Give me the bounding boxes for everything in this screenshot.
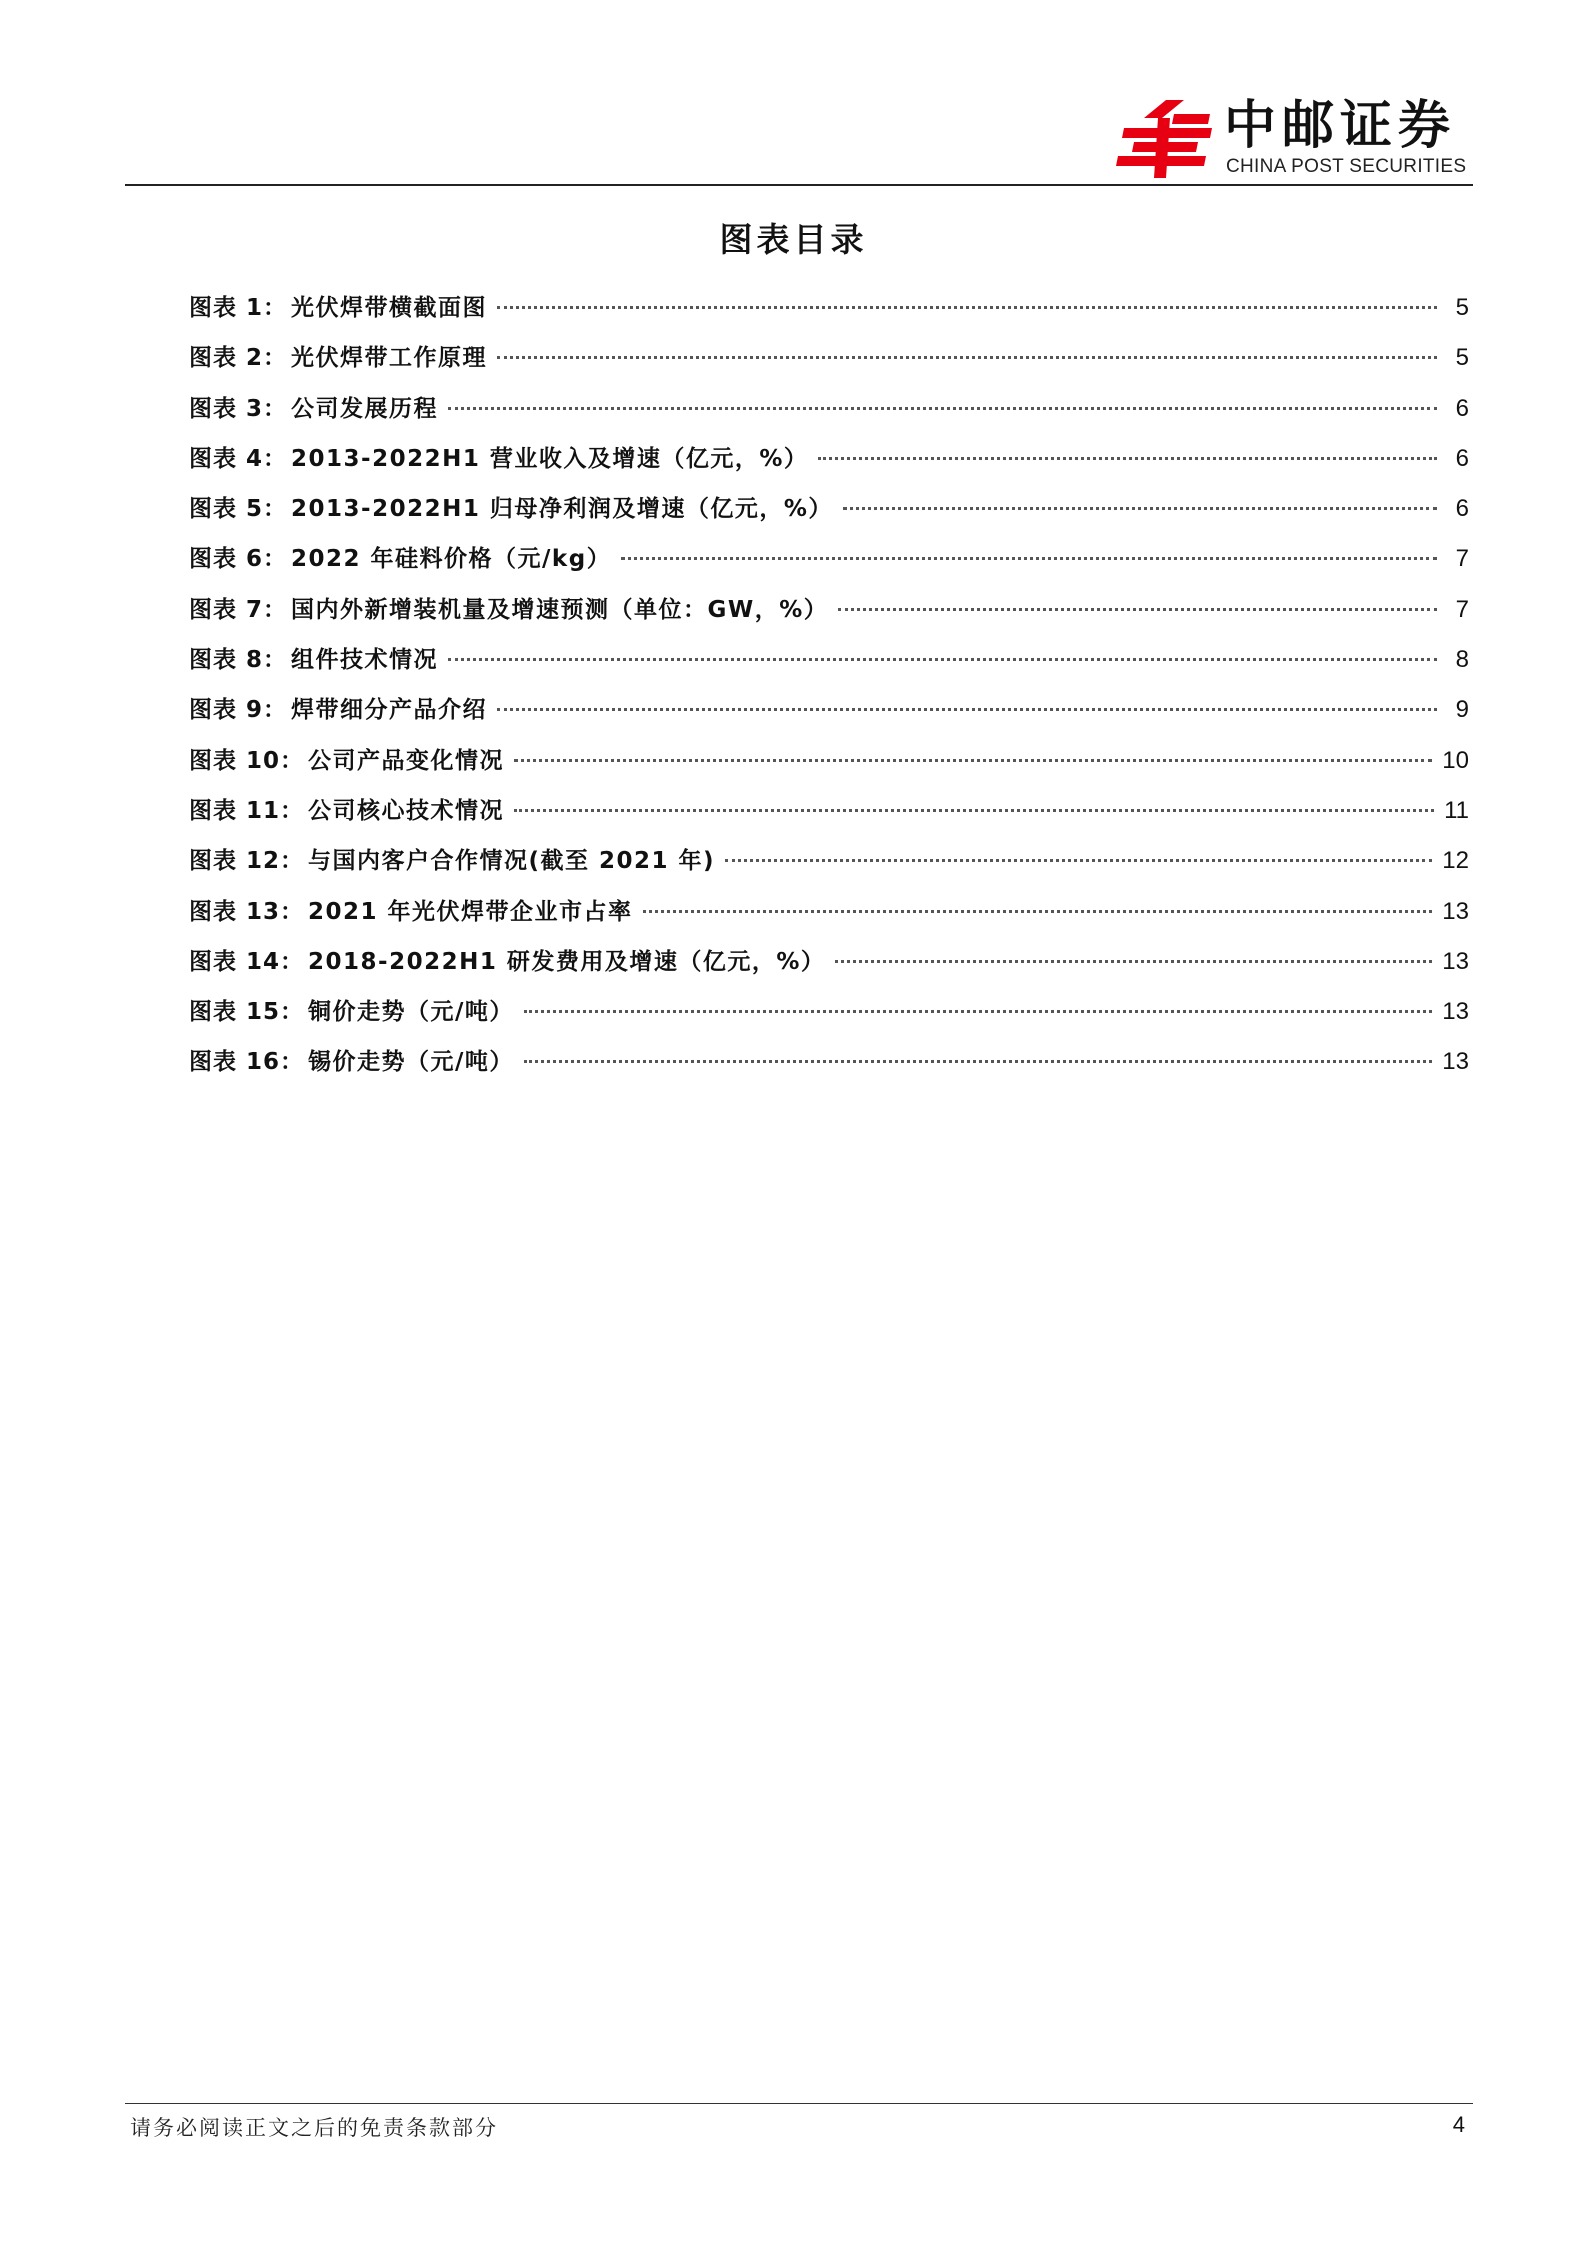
toc-dot-leader (514, 759, 1432, 762)
toc-entry-label: 图表 7： (189, 596, 288, 623)
toc-entry[interactable] (189, 1043, 1469, 1093)
toc-entry-page: 9 (1455, 696, 1469, 724)
toc-entry-label: 图表 4： (189, 445, 288, 472)
toc-entry-label: 图表 5： (189, 496, 288, 523)
toc-entry[interactable] (189, 742, 1469, 792)
toc-dot-leader (448, 658, 1437, 661)
toc-entry[interactable] (189, 339, 1469, 389)
toc-entry-title: 铜价走势（元/吨） (308, 999, 514, 1026)
toc-entry-page: 13 (1442, 1048, 1469, 1076)
toc-entry-title: 公司核心技术情况 (308, 797, 505, 824)
toc-dot-leader (621, 557, 1437, 560)
toc-entry-title: 锡价走势（元/吨） (308, 1049, 514, 1076)
toc-dot-leader (497, 708, 1437, 711)
toc-entry-page: 13 (1442, 897, 1469, 925)
toc-entry[interactable] (189, 390, 1469, 440)
toc-entry-title: 焊带细分产品介绍 (291, 697, 488, 724)
toc-entry-title: 公司产品变化情况 (308, 747, 505, 774)
toc-entry-label: 图表 14： (189, 948, 305, 975)
toc-dot-leader (497, 306, 1437, 309)
brand-name-cn: 中邮证券 (1224, 96, 1457, 156)
toc-entry-label: 图表 13： (189, 898, 305, 925)
brand-name-en: CHINA POST SECURITIES (1226, 156, 1467, 177)
toc-dot-leader (448, 407, 1437, 410)
toc-entry[interactable] (189, 641, 1469, 691)
toc-entry-title: 光伏焊带工作原理 (291, 345, 488, 372)
toc-entry[interactable] (189, 591, 1469, 641)
toc-entry-label: 图表 12： (189, 848, 305, 875)
page-header (0, 0, 1587, 185)
china-post-logo-icon (1114, 98, 1214, 180)
toc-entry[interactable] (189, 893, 1469, 943)
toc-entry-title: 与国内客户合作情况(截至 2021 年) (308, 848, 716, 875)
toc-entry-label: 图表 9： (189, 697, 288, 724)
toc-entry-title: 光伏焊带横截面图 (291, 295, 488, 321)
toc-entry[interactable] (189, 842, 1469, 892)
toc-entry[interactable] (189, 289, 1469, 339)
table-of-figures (189, 289, 1469, 1094)
header-divider (125, 184, 1473, 186)
disclaimer-note: 请务必阅读正文之后的免责条款部分 (130, 2116, 498, 2140)
toc-entry-label: 图表 16： (189, 1049, 305, 1076)
toc-entry-title: 2013-2022H1 营业收入及增速（亿元，%） (291, 445, 809, 472)
toc-dot-leader (835, 960, 1432, 963)
toc-entry-title: 国内外新增装机量及增速预测（单位：GW，%） (291, 596, 829, 623)
toc-dot-leader (643, 910, 1433, 913)
toc-entry-title: 2013-2022H1 归母净利润及增速（亿元，%） (291, 496, 833, 523)
toc-dot-leader (725, 859, 1432, 862)
page-number: 4 (1452, 2112, 1465, 2137)
toc-entry-page: 5 (1455, 344, 1469, 372)
footer-divider (125, 2103, 1473, 2104)
toc-entry-page: 7 (1455, 545, 1469, 573)
toc-entry[interactable] (189, 792, 1469, 842)
toc-entry-title: 2022 年硅料价格（元/kg） (291, 546, 612, 573)
toc-dot-leader (514, 809, 1434, 812)
toc-entry[interactable] (189, 943, 1469, 993)
toc-entry-label: 图表 1： (189, 295, 288, 321)
toc-entry[interactable] (189, 540, 1469, 590)
toc-entry-title: 公司发展历程 (291, 395, 439, 422)
toc-entry-label: 图表 2： (189, 345, 288, 372)
toc-entry[interactable] (189, 490, 1469, 540)
toc-entry-label: 图表 3： (189, 395, 288, 422)
toc-entry-page: 5 (1455, 294, 1469, 321)
toc-dot-leader (843, 507, 1437, 510)
toc-dot-leader (524, 1060, 1432, 1063)
toc-entry-label: 图表 15： (189, 999, 305, 1026)
toc-entry-title: 组件技术情况 (291, 647, 439, 674)
toc-entry-label: 图表 8： (189, 647, 288, 674)
toc-entry-title: 2021 年光伏焊带企业市占率 (308, 898, 633, 925)
toc-entry[interactable] (189, 440, 1469, 490)
toc-entry-label: 图表 10： (189, 747, 305, 774)
toc-dot-leader (818, 457, 1437, 460)
toc-dot-leader (524, 1010, 1432, 1013)
toc-entry[interactable] (189, 993, 1469, 1043)
toc-entry-page: 6 (1455, 394, 1469, 422)
toc-entry-page: 6 (1455, 495, 1469, 523)
toc-dot-leader (838, 608, 1437, 611)
toc-entry-page: 6 (1455, 444, 1469, 472)
toc-entry-page: 10 (1442, 746, 1469, 774)
page-title: 图表目录 (719, 220, 868, 259)
toc-entry-page: 13 (1442, 947, 1469, 975)
toc-entry-title: 2018-2022H1 研发费用及增速（亿元，%） (308, 948, 826, 975)
toc-entry-label: 图表 6： (189, 546, 288, 573)
toc-entry-page: 13 (1442, 998, 1469, 1026)
toc-entry[interactable] (189, 691, 1469, 741)
toc-entry-page: 12 (1442, 847, 1469, 875)
toc-entry-page: 7 (1455, 595, 1469, 623)
toc-entry-page: 8 (1455, 646, 1469, 674)
toc-dot-leader (497, 356, 1437, 359)
company-logo (1114, 98, 1474, 180)
toc-entry-label: 图表 11： (189, 797, 305, 824)
toc-entry-page: 11 (1444, 796, 1469, 824)
